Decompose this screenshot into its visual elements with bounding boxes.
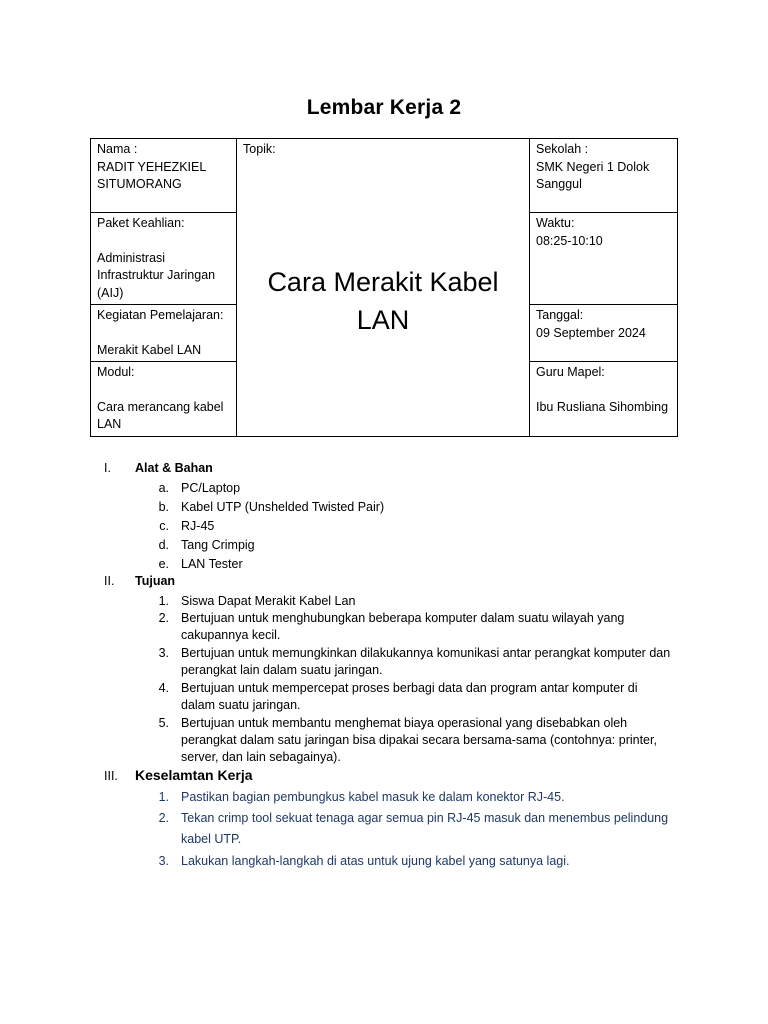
- list-marker: d.: [158, 538, 169, 552]
- modul-cell: [91, 362, 237, 437]
- tanggal-cell: [530, 305, 678, 362]
- list-marker: 4.: [158, 681, 169, 695]
- list-marker: e.: [158, 557, 169, 571]
- nama-label: Nama :: [97, 142, 138, 156]
- modul-value-2: LAN: [97, 417, 122, 431]
- list-text: Bertujuan untuk menghubungkan beberapa komputer dalam suatu wilayah yang cakupannya kecil.: [181, 611, 625, 642]
- paket-value-1: Administrasi: [97, 250, 166, 265]
- waktu-label: Waktu:: [536, 216, 575, 230]
- list-text: Pastikan bagian pembungkus kabel masuk ke dalam konektor RJ-45.: [181, 790, 565, 804]
- section-title: Tujuan: [135, 574, 176, 588]
- list-marker: 2.: [158, 811, 169, 825]
- kegiatan-label: Kegiatan Pemelajaran:: [97, 308, 224, 322]
- guru-value: Ibu Rusliana Sihombing: [536, 399, 669, 414]
- guru-label: Guru Mapel:: [536, 365, 605, 379]
- list-marker: 3.: [158, 854, 169, 868]
- list-text: Siswa Dapat Merakit Kabel Lan: [181, 594, 356, 608]
- paket-cell: [91, 213, 237, 305]
- list-marker: 3.: [158, 646, 169, 660]
- waktu-value: 08:25-10:10: [536, 233, 603, 248]
- list-marker: a.: [158, 481, 169, 495]
- list-marker: 1.: [158, 594, 169, 608]
- section-title: Alat & Bahan: [135, 461, 213, 475]
- nama-cell: [91, 139, 237, 213]
- list-text: LAN Tester: [181, 557, 243, 571]
- list-marker: 2.: [158, 611, 169, 625]
- paket-value-3: (AIJ): [97, 285, 124, 300]
- guru-cell: [530, 362, 678, 437]
- paket-value-2: Infrastruktur Jaringan: [97, 268, 216, 282]
- sekolah-cell: [530, 139, 678, 213]
- waktu-cell: [530, 213, 678, 305]
- topik-line-2: LAN: [356, 305, 410, 335]
- list-text: Lakukan langkah-langkah di atas untuk ujung kabel yang satunya lagi.: [181, 854, 570, 868]
- modul-label: Modul:: [97, 365, 135, 379]
- list-marker: 1.: [158, 790, 169, 804]
- sekolah-label: Sekolah :: [536, 142, 589, 156]
- section-numeral: II.: [104, 574, 115, 588]
- page-title: Lembar Kerja 2: [306, 96, 462, 119]
- section-title: Keselamtan Kerja: [135, 767, 253, 783]
- list-text: Bertujuan untuk mempercepat proses berbagi data dan program antar komputer di dalam suatu jaringan.: [181, 681, 638, 712]
- list-text: Bertujuan untuk membantu menghemat biaya operasional yang disebabkan oleh perangkat dalam satu jaringan bisa dipakai secara bersama-sama (contohnya: printer, server, dan lain sebagainya).: [181, 716, 657, 764]
- modul-value-1: Cara merancang kabel: [97, 399, 224, 414]
- nama-value-1: RADIT YEHEZKIEL: [97, 159, 207, 174]
- list-marker: b.: [158, 500, 169, 514]
- section-numeral: I.: [104, 461, 111, 475]
- list-text: Tekan crimp tool sekuat tenaga agar semua pin RJ-45 masuk dan menembus pelindung kabel UTP.: [181, 811, 669, 846]
- paket-label: Paket Keahlian:: [97, 216, 185, 230]
- tanggal-value: 09 September 2024: [536, 325, 646, 340]
- topik-title: [237, 263, 529, 339]
- section-numeral: III.: [104, 769, 118, 783]
- sekolah-value-2: Sanggul: [536, 177, 582, 191]
- tanggal-label: Tanggal:: [536, 308, 584, 322]
- list-text: Kabel UTP (Unshelded Twisted Pair): [181, 500, 385, 514]
- topik-label: Topik:: [243, 142, 276, 156]
- list-text: Bertujuan untuk memungkinkan dilakukannya komunikasi antar perangkat komputer dan perangkat lain dalam suatu jaringan.: [181, 646, 671, 677]
- sekolah-value-1: SMK Negeri 1 Dolok: [536, 159, 650, 174]
- topik-cell: [237, 139, 530, 437]
- kegiatan-cell: [91, 305, 237, 362]
- list-text: PC/Laptop: [181, 481, 241, 495]
- list-marker: 5.: [158, 716, 169, 730]
- list-text: RJ-45: [181, 519, 215, 533]
- topik-line-1: Cara Merakit Kabel: [267, 267, 499, 297]
- info-table: [90, 138, 678, 437]
- list-text: Tang Crimpig: [181, 538, 255, 552]
- kegiatan-value: Merakit Kabel LAN: [97, 342, 202, 357]
- nama-value-2: SITUMORANG: [97, 177, 182, 191]
- list-marker: c.: [159, 519, 169, 533]
